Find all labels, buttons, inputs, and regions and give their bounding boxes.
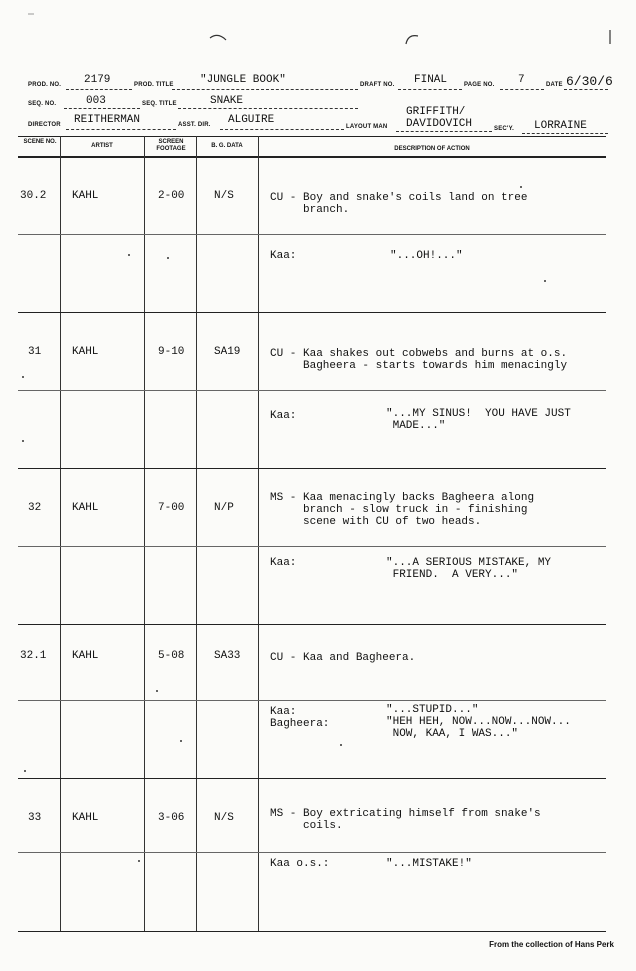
layout-man-underline [396, 131, 492, 132]
scene-table [18, 136, 606, 932]
pencil-marks [0, 0, 636, 60]
seq-no-label: SEQ. NO. [28, 101, 57, 107]
director: REITHERMAN [74, 114, 141, 126]
col-scene-no: SCENE NO. [23, 139, 57, 145]
date: 6/30/6 [566, 74, 613, 89]
dialogue-speaker: Kaa: [270, 250, 297, 262]
col-divider [258, 136, 259, 932]
scene-footage: 9-10 [158, 346, 185, 358]
scene-bg: N/S [214, 190, 234, 202]
secy-label: SEC'Y. [494, 126, 514, 132]
scene-artist: KAHL [72, 502, 99, 514]
col-divider [196, 136, 197, 932]
row-rule [18, 700, 606, 701]
scene-footage: 5-08 [158, 650, 185, 662]
scene-bg: N/P [214, 502, 234, 514]
scene-artist: KAHL [72, 812, 99, 824]
scan-speck [167, 257, 169, 259]
draft-no-label: DRAFT NO. [360, 82, 395, 88]
scan-speck [24, 770, 26, 772]
director-underline [66, 129, 176, 130]
dialogue-line: "...A SERIOUS MISTAKE, MY FRIEND. A VERY..." [386, 557, 552, 581]
col-divider [144, 136, 145, 932]
col-description: DESCRIPTION OF ACTION [394, 146, 470, 152]
prod-no-label: PROD. NO. [28, 82, 62, 88]
seq-no-underline [64, 108, 140, 109]
col-screen-footage: SCREEN FOOTAGE [156, 139, 186, 152]
dialogue-speaker: Kaa: [270, 410, 297, 422]
asst-dir-underline [220, 129, 344, 130]
scene-bg: N/S [214, 812, 234, 824]
row-rule [18, 390, 606, 391]
scene-number: 32 [28, 502, 42, 514]
dialogue-line: "...STUPID..." "HEH HEH, NOW...NOW...NOW... NOW, KAA, I WAS..." [386, 704, 571, 740]
scan-speck [128, 254, 130, 256]
scene-action: CU - Boy and snake's coils land on tree branch. [270, 192, 528, 216]
prod-title-label: PROD. TITLE [134, 82, 174, 88]
scene-bg: SA19 [214, 346, 241, 358]
director-label: DIRECTOR [28, 122, 61, 128]
secy: LORRAINE [534, 120, 587, 132]
table-top-rule [18, 136, 606, 137]
asst-dir-label: ASST. DIR. [178, 122, 211, 128]
row-rule [18, 234, 606, 235]
scene-artist: KAHL [72, 346, 99, 358]
layout-man-label: LAYOUT MAN [346, 124, 388, 130]
col-bg-data: B. G. DATA [211, 143, 243, 149]
prod-title: "JUNGLE BOOK" [200, 74, 286, 86]
table-header-rule [18, 156, 606, 158]
dialogue-line: "...OH!..." [390, 250, 463, 262]
secy-underline [522, 133, 608, 134]
dialogue-speaker: Kaa: Bagheera: [270, 706, 330, 730]
dialogue-speaker: Kaa o.s.: [270, 858, 330, 870]
row-rule [18, 852, 606, 853]
seq-title-underline [178, 108, 358, 109]
scan-speck [22, 440, 24, 442]
dialogue-speaker: Kaa: [270, 557, 297, 569]
seq-title: SNAKE [210, 95, 244, 107]
col-divider [60, 136, 61, 932]
scan-speck [544, 280, 546, 282]
scene-artist: KAHL [72, 650, 99, 662]
seq-no: 003 [86, 95, 106, 107]
draft-no-underline [398, 89, 462, 90]
prod-no-underline [66, 89, 132, 90]
asst-dir: ALGUIRE [228, 114, 275, 126]
scene-action: CU - Kaa shakes out cobwebs and burns at o.s. Bagheera - starts towards him menacingly [270, 348, 568, 372]
seq-title-label: SEQ. TITLE [142, 101, 177, 107]
scene-number: 30.2 [20, 190, 47, 202]
prod-title-underline [172, 89, 358, 90]
layout-man-line2: DAVIDOVICH [406, 118, 473, 130]
scan-speck [180, 740, 182, 742]
page-no-underline [500, 89, 544, 90]
scene-bg: SA33 [214, 650, 241, 662]
prod-no: 2179 [84, 74, 111, 86]
scene-number: 32.1 [20, 650, 47, 662]
draft-no: FINAL [414, 74, 448, 86]
dialogue-line: "...MISTAKE!" [386, 858, 472, 870]
scene-footage: 2-00 [158, 190, 185, 202]
scan-speck [22, 376, 24, 378]
scene-artist: KAHL [72, 190, 99, 202]
page-no: 7 [518, 74, 525, 86]
layout-man-line1: GRIFFITH/ [406, 106, 466, 118]
row-rule [18, 468, 606, 469]
date-underline [564, 89, 608, 90]
scene-action: MS - Boy extricating himself from snake's coils. [270, 808, 541, 832]
col-artist: ARTIST [91, 143, 113, 149]
row-rule [18, 312, 606, 313]
scene-number: 31 [28, 346, 42, 358]
row-rule [18, 778, 606, 779]
date-label: DATE [546, 82, 563, 88]
table-bottom-rule [18, 931, 606, 932]
scan-speck [340, 744, 342, 746]
scene-footage: 3-06 [158, 812, 185, 824]
row-rule [18, 624, 606, 625]
dialogue-line: "...MY SINUS! YOU HAVE JUST MADE..." [386, 408, 571, 432]
scene-footage: 7-00 [158, 502, 185, 514]
scene-number: 33 [28, 812, 42, 824]
scene-action: MS - Kaa menacingly backs Bagheera along branch - slow truck in - finishing scene with CU of two heads. [270, 492, 535, 528]
scan-speck [138, 860, 140, 862]
page-no-label: PAGE NO. [464, 82, 495, 88]
scene-action: CU - Kaa and Bagheera. [270, 652, 416, 664]
collection-credit: From the collection of Hans Perk [489, 940, 614, 949]
row-rule [18, 546, 606, 547]
scan-speck [156, 690, 158, 692]
scan-speck [520, 186, 522, 188]
